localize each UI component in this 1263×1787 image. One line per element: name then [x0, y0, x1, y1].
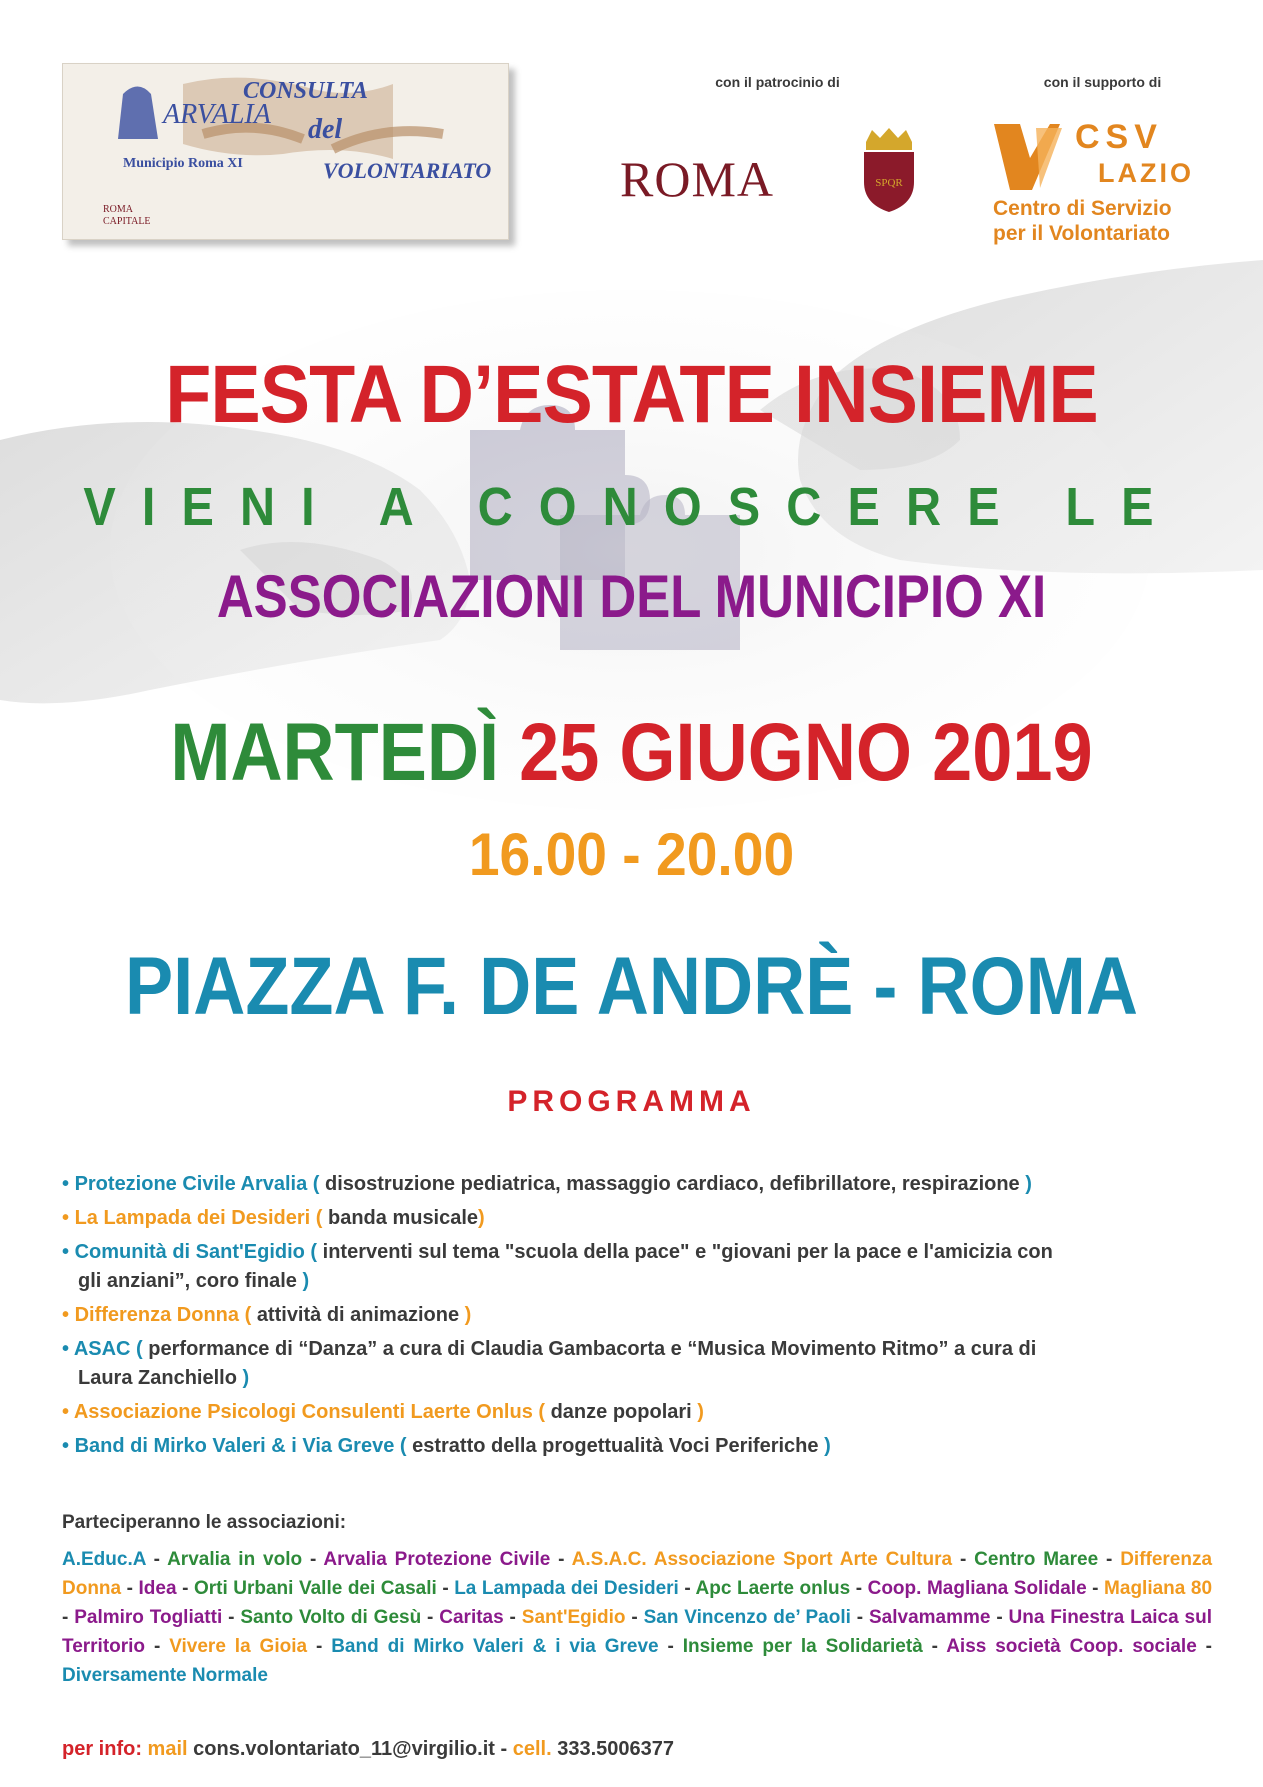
csv-name: CSV	[1075, 118, 1163, 156]
partecipante-item: Caritas	[439, 1607, 504, 1628]
partecipante-item: Aiss società Coop. sociale	[946, 1636, 1197, 1657]
program-item	[62, 1335, 1212, 1393]
consulta-logo-del: del	[308, 114, 343, 145]
consulta-volontariato-logo	[62, 63, 509, 240]
partecipante-separator: -	[1196, 1636, 1213, 1657]
program-item-desc: disostruzione pediatrica, massaggio cardiaco, defibrillatore, respirazione	[325, 1173, 1020, 1195]
program-item-org: Protezione Civile Arvalia	[74, 1173, 308, 1195]
program-item-desc-2: Laura Zanchiello	[78, 1367, 237, 1389]
program-item	[62, 1170, 1212, 1199]
program-item-close-paren: )	[459, 1304, 472, 1326]
partecipante-separator: -	[145, 1549, 168, 1570]
partecipante-item: Band di Mirko Valeri & i via Greve	[331, 1636, 659, 1657]
info-cell-label: cell.	[512, 1738, 552, 1760]
program-item-bullet: •	[62, 1241, 75, 1263]
partecipante-separator: -	[850, 1578, 868, 1599]
partecipante-item: Santo Volto di Gesù	[240, 1607, 422, 1628]
event-title	[51, 348, 1213, 442]
crest-spqr: SPQR	[875, 177, 903, 189]
partecipante-item: A.Educ.A	[62, 1549, 146, 1570]
program-list	[62, 1170, 1212, 1466]
supporto-label: con il supporto di	[1043, 74, 1162, 90]
partecipante-item: Idea	[138, 1578, 177, 1599]
partecipante-item: La Lampada dei Desideri	[454, 1578, 679, 1599]
roma-logo-text: ROMA	[620, 151, 775, 207]
info-label: per info:	[62, 1738, 142, 1760]
info-cell[interactable]: 333.5006377	[551, 1738, 674, 1760]
partecipante-separator: -	[952, 1549, 975, 1570]
program-item-open-paren: (	[304, 1241, 323, 1263]
program-item	[62, 1432, 1212, 1461]
roma-crest-icon	[858, 128, 920, 214]
event-date	[76, 706, 1187, 800]
partecipante-item: Arvalia in volo	[167, 1549, 303, 1570]
partecipanti-title: Parteciperanno le associazioni:	[62, 1512, 347, 1533]
partecipante-separator: -	[1098, 1549, 1121, 1570]
partecipanti-list	[62, 1545, 1212, 1690]
info-mail-label: mail	[142, 1738, 194, 1760]
event-date-rest: 25 GIUGNO 2019	[519, 707, 1093, 798]
partecipante-separator: -	[503, 1607, 522, 1628]
program-item-org: Associazione Psicologi Consulenti Laerte Onlus	[73, 1401, 533, 1423]
partecipante-separator: -	[850, 1607, 869, 1628]
program-item-close-paren: )	[691, 1401, 704, 1423]
program-item-desc-2: gli anziani”, coro finale	[78, 1270, 297, 1292]
program-item	[62, 1204, 1212, 1233]
program-item-org: Comunità di Sant'Egidio	[74, 1241, 305, 1263]
program-item-desc: estratto della progettualità Voci Periferiche	[412, 1435, 819, 1457]
event-title-part2: INSIEME	[794, 349, 1098, 440]
partecipante-item: Arvalia Protezione Civile	[323, 1549, 551, 1570]
contact-info	[62, 1738, 674, 1761]
program-item	[62, 1398, 1212, 1427]
info-separator: -	[494, 1738, 513, 1760]
program-item-continuation	[62, 1267, 1212, 1296]
program-item-open-paren: (	[239, 1304, 257, 1326]
partecipante-item: Coop. Magliana Solidale	[867, 1578, 1087, 1599]
event-date-day: MARTEDÌ	[170, 707, 520, 798]
subtitle-line-2: ASSOCIAZIONI DEL MUNICIPIO XI	[216, 563, 1047, 630]
partecipante-separator: -	[658, 1636, 683, 1657]
partecipante-separator: -	[421, 1607, 440, 1628]
consulta-logo-volontariato: VOLONTARIATO	[323, 158, 492, 183]
partecipante-item: Differenza Donna	[62, 1549, 1213, 1599]
program-item-open-paren: (	[130, 1338, 149, 1360]
partecipante-item: Una Finestra Laica sul Territorio	[62, 1607, 1213, 1657]
csv-tagline-1: Centro di Servizio	[993, 197, 1172, 220]
csv-region: LAZIO	[1098, 158, 1194, 188]
program-item-close-paren: )	[818, 1435, 831, 1457]
program-item-bullet: •	[62, 1304, 75, 1326]
partecipante-item: Vivere la Gioia	[169, 1636, 308, 1657]
program-item-bullet: •	[62, 1173, 75, 1195]
partecipante-item: San Vincenzo de’ Paoli	[643, 1607, 851, 1628]
partecipante-separator: -	[121, 1578, 139, 1599]
program-item-org: La Lampada dei Desideri	[74, 1207, 311, 1229]
partecipante-item: Diversamente Normale	[62, 1665, 268, 1686]
partecipante-item: A.S.A.C. Associazione Sport Arte Cultura	[571, 1549, 953, 1570]
consulta-logo-consulta: CONSULTA	[243, 78, 368, 104]
event-title-part1: FESTA D’ESTATE	[165, 349, 795, 440]
program-item-desc: interventi sul tema "scuola della pace" e "giovani per la pace e l'amicizia con	[322, 1241, 1053, 1263]
partecipante-item: Centro Maree	[974, 1549, 1099, 1570]
partecipante-separator: -	[307, 1636, 332, 1657]
program-item-desc: danze popolari	[550, 1401, 692, 1423]
program-item-desc: attività di animazione	[256, 1304, 460, 1326]
subtitle-le: LE	[1025, 477, 1180, 537]
partecipante-separator: -	[922, 1636, 947, 1657]
program-item-continuation	[62, 1364, 1212, 1393]
partecipante-separator: -	[678, 1578, 696, 1599]
subtitle-vieni: VIENI A	[83, 477, 478, 537]
program-item-open-paren: (	[307, 1173, 326, 1195]
partecipante-separator: -	[550, 1549, 572, 1570]
partecipante-separator: -	[176, 1578, 194, 1599]
program-item-close-paren: )	[478, 1207, 485, 1229]
partecipante-item: Salvamamme	[869, 1607, 991, 1628]
partecipante-separator: -	[145, 1636, 170, 1657]
programma-title: PROGRAMMA	[507, 1085, 756, 1118]
consulta-logo-capitale: CAPITALE	[103, 216, 151, 227]
consulta-logo-roma: ROMA	[103, 204, 134, 215]
program-item-org: ASAC	[73, 1338, 131, 1360]
program-item-bullet: •	[62, 1435, 75, 1457]
program-item-bullet: •	[62, 1207, 75, 1229]
program-item-desc: banda musicale	[327, 1207, 479, 1229]
program-item-org: Differenza Donna	[74, 1304, 240, 1326]
partecipante-item: Orti Urbani Valle dei Casali	[193, 1578, 437, 1599]
partecipante-item: Apc Laerte onlus	[695, 1578, 851, 1599]
partecipante-item: Insieme per la Solidarietà	[682, 1636, 923, 1657]
program-item-open-paren: (	[532, 1401, 551, 1423]
subtitle-conoscere: CONOSCERE	[477, 477, 1026, 537]
csv-tagline-2: per il Volontariato	[993, 222, 1170, 245]
event-place: PIAZZA F. DE ANDRÈ - ROMA	[125, 941, 1138, 1032]
program-item-close-paren-2: )	[236, 1367, 250, 1389]
consulta-logo-municipio: Municipio Roma XI	[123, 156, 243, 171]
partecipante-item: Palmiro Togliatti	[74, 1607, 223, 1628]
program-item-open-paren: (	[394, 1435, 413, 1457]
program-item-bullet: •	[62, 1338, 74, 1360]
event-time: 16.00 - 20.00	[468, 821, 795, 888]
partecipante-separator: -	[625, 1607, 644, 1628]
partecipante-separator: -	[302, 1549, 324, 1570]
patrocinio-label: con il patrocinio di	[715, 74, 840, 90]
program-item-desc: performance di “Danza” a cura di Claudia Gambacorta e “Musica Movimento Ritmo” a cura di	[148, 1338, 1037, 1360]
partecipante-item: Magliana 80	[1104, 1578, 1213, 1599]
info-mail[interactable]: cons.volontariato_11@virgilio.it	[193, 1738, 495, 1760]
partecipante-separator: -	[1086, 1578, 1105, 1599]
consulta-logo-arvalia: ARVALIA	[163, 99, 271, 130]
subtitle-line-1	[63, 476, 1200, 538]
program-item	[62, 1238, 1212, 1296]
partecipante-separator: -	[436, 1578, 455, 1599]
partecipante-item: Sant'Egidio	[521, 1607, 626, 1628]
program-item-close-paren-2: )	[296, 1270, 310, 1292]
partecipante-separator: -	[990, 1607, 1009, 1628]
program-item	[62, 1301, 1212, 1330]
program-item-close-paren: )	[1019, 1173, 1032, 1195]
partecipante-separator: -	[62, 1607, 75, 1628]
program-item-open-paren: (	[310, 1207, 328, 1229]
partecipante-separator: -	[222, 1607, 241, 1628]
program-item-bullet: •	[62, 1401, 74, 1423]
program-item-org: Band di Mirko Valeri & i Via Greve	[74, 1435, 395, 1457]
